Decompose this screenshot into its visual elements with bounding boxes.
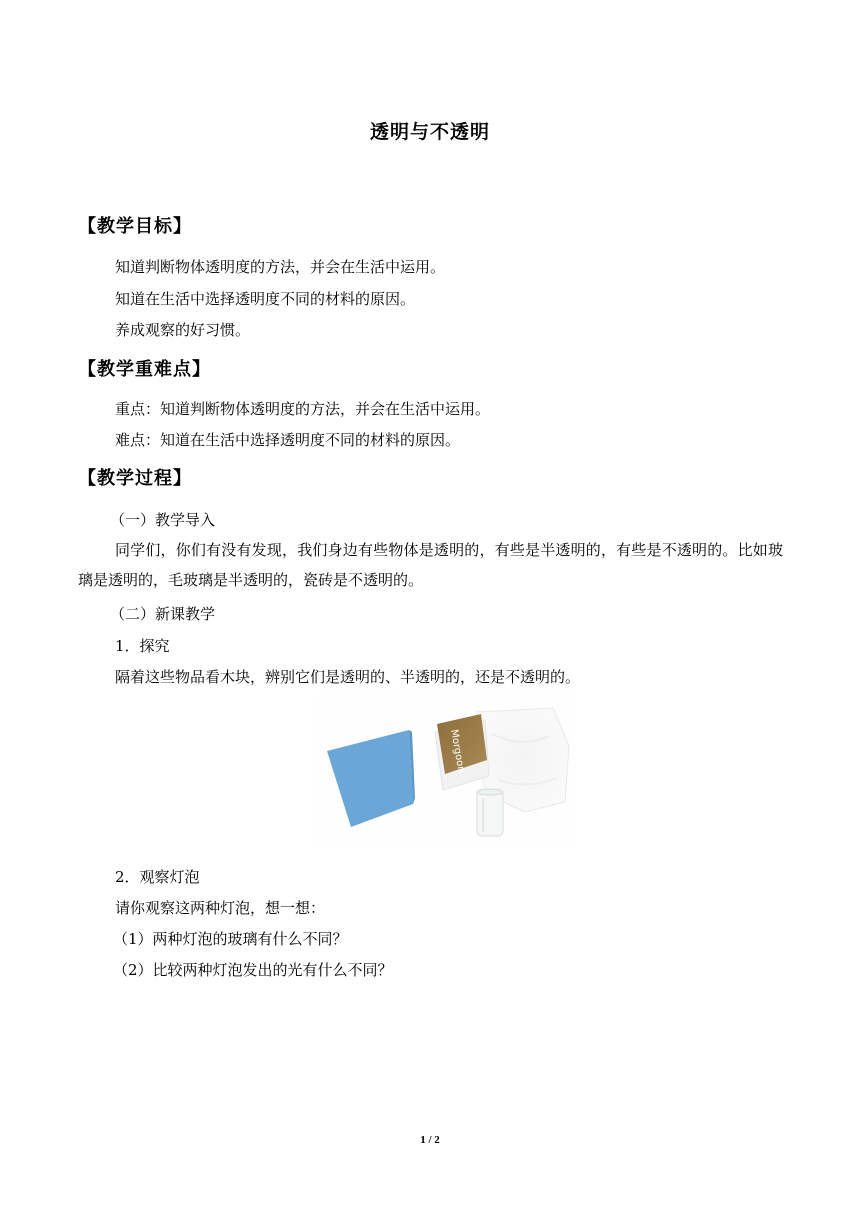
process-part1-text: 同学们，你们有没有发现，我们身边有些物体是透明的，有些是半透明的，有些是不透明的。比如玻璃是透明的，毛玻璃是半透明的，瓷砖是不透明的。: [78, 541, 783, 589]
page-number: 1 / 2: [420, 1134, 440, 1146]
key-point-item: 重点：知道判断物体透明度的方法，并会在生活中运用。: [115, 400, 491, 418]
goal-item: 知道在生活中选择透明度不同的材料的原因。: [115, 290, 416, 308]
section-heading-key-points: 【教学重难点】: [78, 359, 211, 380]
question-item: （2）比较两种灯泡发出的光有什么不同？: [113, 961, 393, 979]
goal-item: 养成观察的好习惯。: [115, 321, 251, 339]
materials-photo: [317, 694, 573, 848]
product-brand-label: Morgoon: [448, 728, 467, 774]
goal-item: 知道判断物体透明度的方法，并会在生活中运用。: [115, 258, 446, 276]
section-heading-process: 【教学过程】: [78, 468, 192, 489]
materials-illustration: [317, 694, 573, 848]
question-item: （1）两种灯泡的玻璃有什么不同？: [113, 930, 348, 948]
process-part1-title: （一）教学导入: [110, 511, 216, 529]
step2-title: 2．观察灯泡: [115, 868, 200, 886]
section-heading-goals: 【教学目标】: [78, 216, 192, 237]
step1-title: 1．探究: [115, 637, 170, 655]
process-part2-title: （二）新课教学: [110, 605, 216, 623]
key-point-item: 难点：知道在生活中选择透明度不同的材料的原因。: [115, 431, 461, 449]
step1-text: 隔着这些物品看木块，辨别它们是透明的、半透明的，还是不透明的。: [115, 668, 581, 686]
document-title: 透明与不透明: [369, 121, 490, 143]
step2-text: 请你观察这两种灯泡，想一想：: [115, 899, 326, 917]
